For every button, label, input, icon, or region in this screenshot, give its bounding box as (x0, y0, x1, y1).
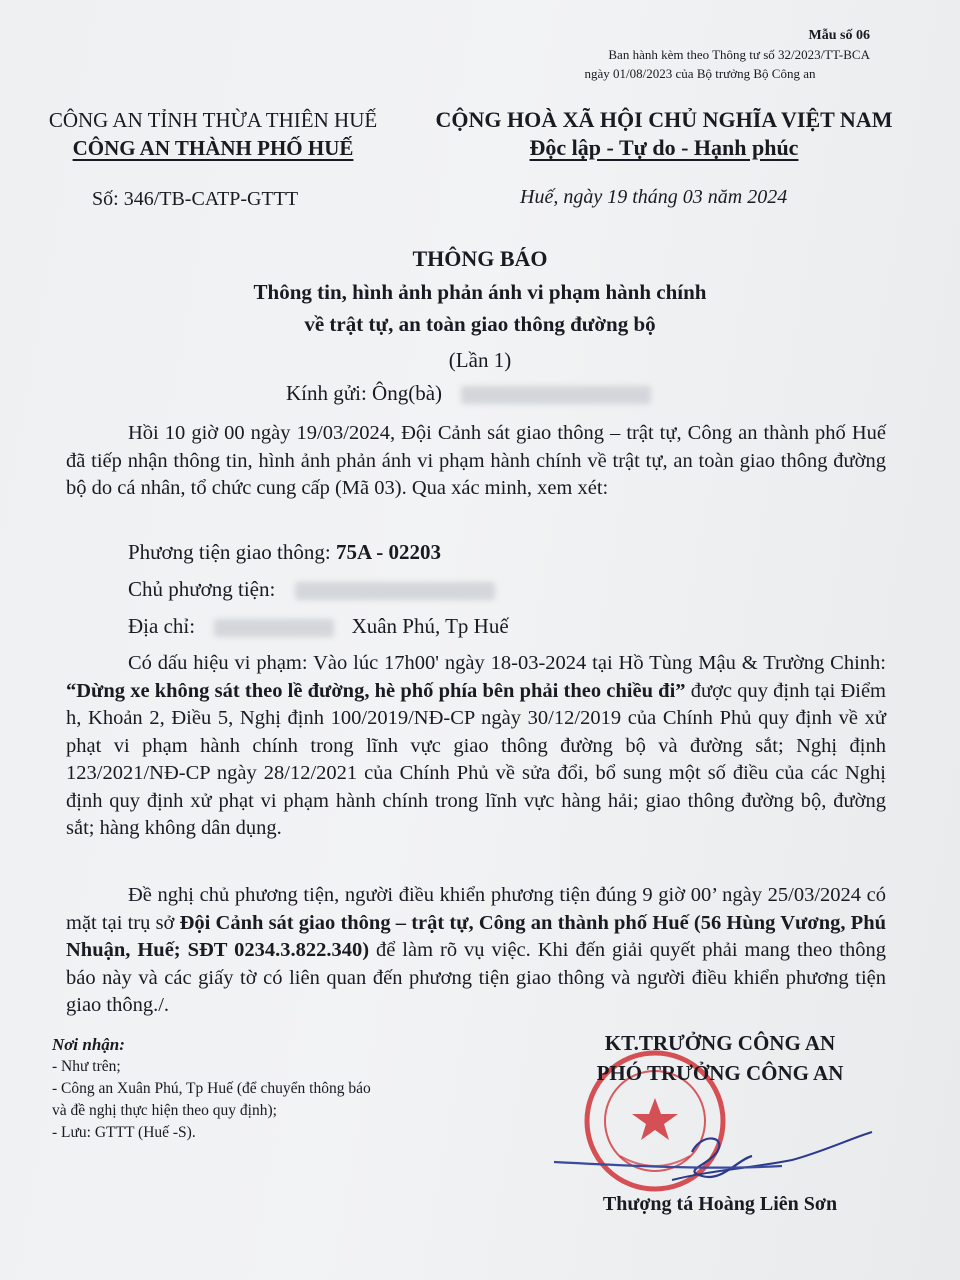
owner-label: Chủ phương tiện: (128, 577, 276, 601)
address-label: Địa chỉ: (128, 614, 196, 638)
signer-position: PHÓ TRƯỞNG CÔNG AN (596, 1061, 844, 1085)
owner-row (128, 577, 495, 602)
document-number-value: 346/TB-CATP-GTTT (123, 188, 299, 210)
office-address: Đội Cảnh sát giao thông – trật tự, Công an thành phố Huế (56 Hùng Vương, Phú Nhuận, Huế; SĐT 0234.3.822.340) (66, 911, 886, 961)
handwritten-signature (552, 1130, 882, 1190)
agency-name: CÔNG AN THÀNH PHỐ HUẾ (72, 136, 354, 160)
recipient-item: - Như trên; (52, 1058, 121, 1075)
recipient-line (286, 381, 651, 406)
recipients-heading: Nơi nhận: (52, 1035, 125, 1054)
document-subtitle-2: về trật tự, an toàn giao thông đường bộ (304, 312, 656, 336)
signer-capacity: KT.TRƯỞNG CÔNG AN (604, 1031, 836, 1055)
document-number (92, 188, 298, 211)
national-motto (420, 106, 908, 162)
form-number: Mẫu số 06 (808, 28, 870, 43)
vehicle-row (128, 540, 441, 565)
violation-description: “Dừng xe không sát theo lề đường, hè phố phía bên phải theo chiều đi” (66, 679, 686, 702)
signature-block (560, 1028, 880, 1088)
redacted-address (214, 619, 334, 637)
document-title: THÔNG BÁO (412, 246, 548, 271)
form-reference (530, 26, 870, 83)
recipient-item: - Công an Xuân Phú, Tp Huế (để chuyển thông báo (52, 1080, 371, 1097)
redacted-name (461, 386, 651, 404)
address-row (128, 614, 509, 639)
motto: Độc lập - Tự do - Hạnh phúc (529, 135, 799, 160)
paragraph-intro: Hồi 10 giờ 00 ngày 19/03/2024, Đội Cảnh sát giao thông – trật tự, Công an thành phố Huế đã tiếp nhận thông tin, hình ảnh phản ánh vi phạm hành chính về trật tự, an toàn giao thông đường bộ do cá nhân, tổ chức cung cấp (Mã 03). Qua xác minh, xem xét: (66, 422, 886, 499)
document-number-label: Số: (92, 188, 119, 210)
country-name: CỘNG HOÀ XÃ HỘI CHỦ NGHĨA VIỆT NAM (435, 107, 893, 132)
paragraph-request: Đề nghị chủ phương tiện, người điều khiển phương tiện đúng 9 giờ 00’ ngày 25/03/2024 có mặt tại trụ sở Đội Cảnh sát giao thông – trật tự, Công an thành phố Huế (56 Hùng Vương, Phú Nhuận, Huế; SĐT 0234.3.822.340) để làm rõ vụ việc. Khi đến giải quyết phải mang theo thông báo này và các giấy tờ có liên quan đến phương tiện giao thông và người điều khiển phương tiện giao thông./. (66, 884, 886, 1016)
document-issue: (Lần 1) (448, 348, 512, 372)
address-value: Xuân Phú, Tp Huế (351, 614, 509, 638)
recipient-item: - Lưu: GTTT (Huế -S). (52, 1124, 196, 1141)
recipient-item: và đề nghị thực hiện theo quy định); (52, 1102, 277, 1119)
document-date: Huế, ngày 19 tháng 03 năm 2024 (520, 186, 788, 208)
paragraph-violation: Có dấu hiệu vi phạm: Vào lúc 17h00' ngày 18-03-2024 tại Hồ Tùng Mậu & Trường Chinh: “Dừng xe không sát theo lề đường, hè phố phía bên phải theo chiều đi” được quy định tại Điểm h, Khoản 2, Điều 5, Nghị định 100/2019/NĐ-CP ngày 30/12/2019 của Chính Phủ quy định về xử phạt vi phạm hành chính trong lĩnh vực giao thông đường bộ và đường sắt; Nghị định 123/2021/NĐ-CP ngày 28/12/2021 của Chính Phủ về sửa đổi, bổ sung một số điều của các Nghị định quy định xử phạt vi phạm hành chính trong lĩnh vực hàng hải; giao thông đường bộ, đường sắt; hàng không dân dụng. (66, 652, 887, 839)
vehicle-label: Phương tiện giao thông: (128, 540, 331, 564)
signer-name: Thượng tá Hoàng Liên Sơn (602, 1193, 838, 1215)
recipient-label: Kính gửi: Ông(bà) (286, 381, 443, 405)
parent-agency: CÔNG AN TỈNH THỪA THIÊN HUẾ (48, 108, 378, 132)
document-subtitle-1: Thông tin, hình ảnh phản ánh vi phạm hành chính (253, 280, 707, 304)
issuing-agency (28, 106, 398, 162)
vehicle-plate: 75A - 02203 (335, 540, 441, 564)
recipients-list (52, 1034, 512, 1144)
form-issued-line-2: ngày 01/08/2023 của Bộ trưởng Bộ Công an (584, 66, 816, 81)
form-issued-line: Ban hành kèm theo Thông tư số 32/2023/TT-BCA (608, 47, 870, 62)
redacted-owner (295, 582, 495, 600)
